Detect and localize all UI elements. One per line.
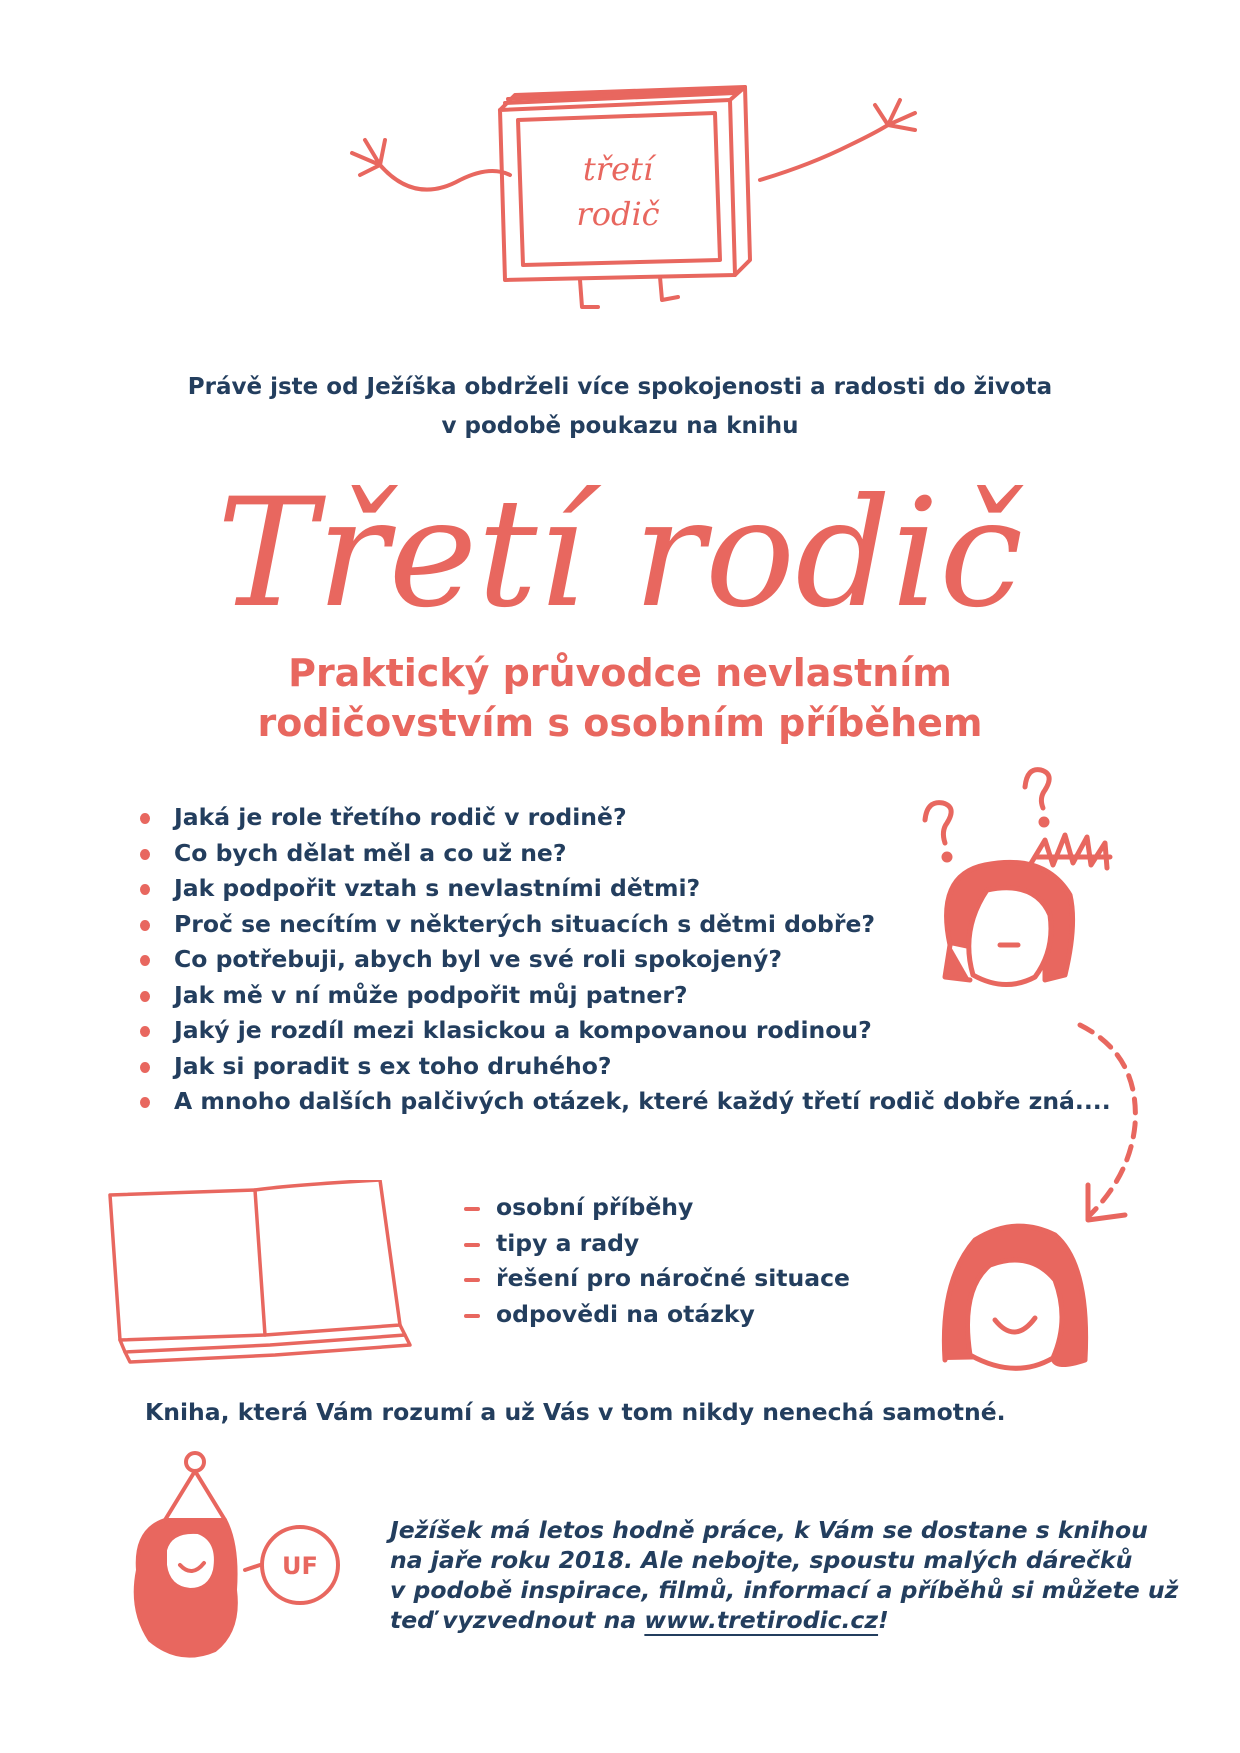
question-item: Jak mě v ní může podpořit můj patner? — [140, 978, 1111, 1014]
bullet-dot-icon — [140, 1062, 150, 1073]
bullet-dot-icon — [140, 849, 150, 860]
feature-item: odpovědi na otázky — [460, 1297, 850, 1333]
feature-item: osobní příběhy — [460, 1190, 850, 1226]
question-item: Jak podpořit vztah s nevlastními dětmi? — [140, 871, 1111, 907]
question-item: Jaký je rozdíl mezi klasickou a kompovanou rodinou? — [140, 1013, 1111, 1049]
open-book-illustration — [105, 1180, 440, 1365]
speech-bubble-text: UF — [282, 1552, 318, 1580]
subtitle-line-2: rodičovstvím s osobním příběhem — [257, 701, 983, 745]
closing-line-4: teď vyzvednout na www.tretirodic.cz! — [390, 1606, 889, 1634]
subtitle-line-1: Praktický průvodce nevlastním — [288, 651, 952, 695]
question-item: Co potřebuji, abych byl ve své roli spokojený? — [140, 942, 1111, 978]
closing-paragraph — [390, 1515, 1178, 1635]
book-character-illustration — [340, 85, 940, 335]
features-list — [460, 1190, 850, 1332]
dash-icon — [464, 1243, 480, 1247]
book-subtitle — [0, 648, 1240, 748]
question-item: Jaká je role třetího rodič v rodině? — [140, 800, 1111, 836]
bullet-dot-icon — [140, 991, 150, 1002]
book-cover-word-1: třetí — [582, 150, 654, 188]
bullet-dot-icon — [140, 884, 150, 895]
santa-illustration — [120, 1450, 350, 1665]
question-item: Proč se necítím v některých situacích s dětmi dobře? — [140, 907, 1111, 943]
confused-girl-illustration — [905, 765, 1155, 1045]
closing-line-2: na jaře roku 2018. Ale nebojte, spoustu malých dárečků — [390, 1546, 1133, 1574]
dashed-arrow-icon — [1060, 1015, 1180, 1235]
dash-icon — [464, 1314, 480, 1318]
dash-icon — [464, 1207, 480, 1211]
closing-line-1: Ježíšek má letos hodně práce, k Vám se dostane s knihou — [390, 1516, 1148, 1544]
bullet-dot-icon — [140, 920, 150, 931]
question-item: Co bych dělat měl a co už ne? — [140, 836, 1111, 872]
dash-icon — [464, 1278, 480, 1282]
bullet-dot-icon — [140, 813, 150, 824]
closing-line-3: v podobě inspirace, filmů, informací a příběhů si můžete už — [390, 1576, 1179, 1604]
book-cover-word-2: rodič — [576, 195, 660, 233]
tagline: Kniha, která Vám rozumí a už Vás v tom nikdy nenechá samotné. — [145, 1398, 1006, 1426]
question-item: Jak si poradit s ex toho druhého? — [140, 1049, 1111, 1085]
bullet-dot-icon — [140, 955, 150, 966]
intro-line-1: Právě jste od Ježíška obdrželi více spokojenosti a radosti do života — [187, 374, 1053, 400]
question-item: A mnoho dalších palčivých otázek, které každý třetí rodič dobře zná.... — [140, 1084, 1111, 1120]
book-title-text: Třetí rodič — [216, 467, 1024, 640]
happy-girl-illustration — [935, 1210, 1095, 1380]
feature-item: řešení pro náročné situace — [460, 1261, 850, 1297]
book-title — [140, 440, 1100, 640]
bullet-dot-icon — [140, 1026, 150, 1037]
bullet-dot-icon — [140, 1097, 150, 1108]
website-link[interactable]: www.tretirodic.cz — [644, 1606, 879, 1634]
feature-item: tipy a rady — [460, 1226, 850, 1262]
intro-line-2: v podobě poukazu na knihu — [441, 413, 799, 439]
intro-text — [0, 368, 1240, 446]
